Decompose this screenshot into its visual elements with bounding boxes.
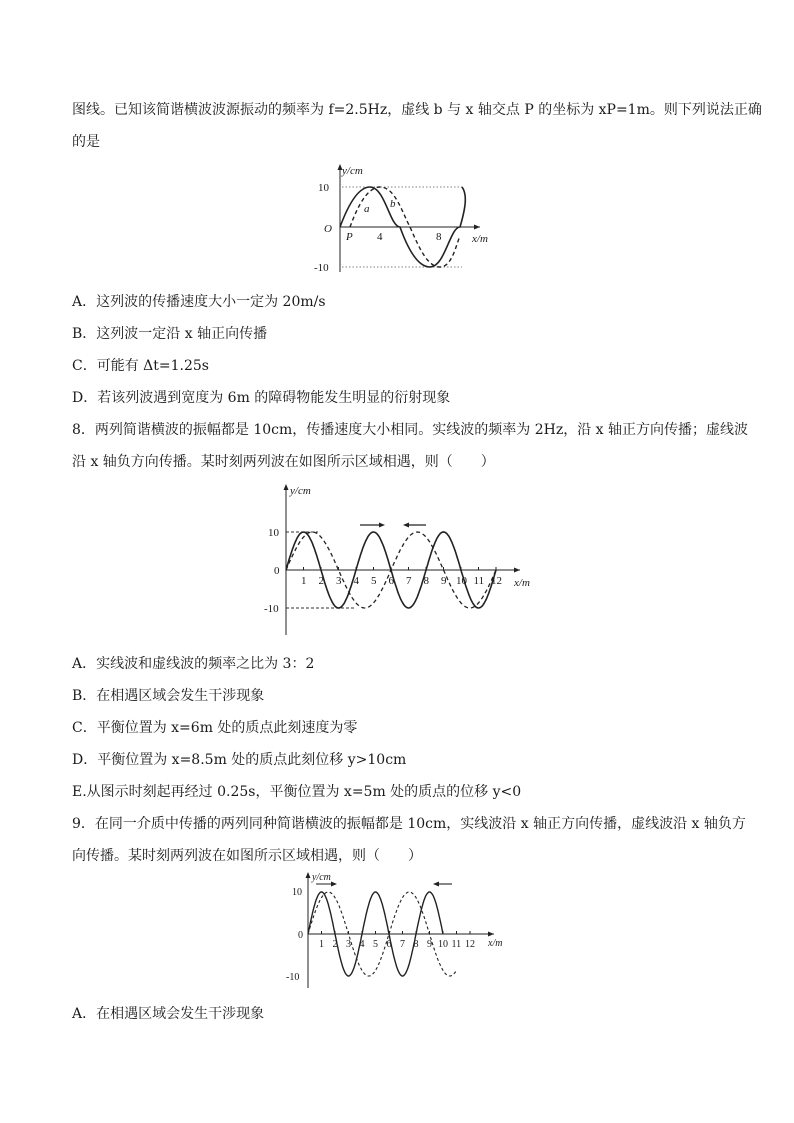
q7-option-c: C．可能有 Δt=1.25s xyxy=(72,358,209,374)
x-tick-label: 11 xyxy=(473,575,485,587)
x-tick-label: 11 xyxy=(451,939,462,950)
q7-point-p-label: P xyxy=(346,231,353,243)
q7-option-b: B．这列波一定沿 x 轴正向传播 xyxy=(72,326,268,342)
q9-wave-figure xyxy=(282,870,512,992)
x-tick-label: 4 xyxy=(359,939,365,950)
q7-y-tick-bottom: -10 xyxy=(314,262,329,274)
q9-stem-line2: 向传播。某时刻两列波在如图所示区域相遇，则（ ） xyxy=(72,848,422,864)
q7-x-label: x/m xyxy=(472,233,488,245)
q7-option-a: A．这列波的传播速度大小一定为 20m/s xyxy=(72,294,326,310)
q9-origin-label: 0 xyxy=(298,930,303,941)
x-tick-label: 9 xyxy=(441,575,447,587)
x-tick-label: 7 xyxy=(406,575,412,587)
q7-stem-line2: 的是 xyxy=(72,134,100,150)
q9-y-label: y/cm xyxy=(312,872,331,883)
x-tick-label: 12 xyxy=(491,575,502,587)
q7-origin-label: O xyxy=(324,223,332,235)
x-tick-label: 6 xyxy=(388,575,394,587)
x-tick-label: 4 xyxy=(353,575,359,587)
x-tick-label: 5 xyxy=(371,575,377,587)
q9-y-tick-top: 10 xyxy=(292,887,302,898)
q7-x-tick-4: 4 xyxy=(377,231,383,243)
x-tick-label: 10 xyxy=(456,575,467,587)
q8-option-c: C．平衡位置为 x=6m 处的质点此刻速度为零 xyxy=(72,720,358,736)
q8-option-b: B．在相遇区域会发生干涉现象 xyxy=(72,688,265,704)
q8-y-tick-bottom: -10 xyxy=(264,603,279,615)
x-tick-label: 2 xyxy=(332,939,338,950)
q9-x-label: x/m xyxy=(488,938,503,949)
x-tick-label: 1 xyxy=(319,939,324,950)
q9-option-a: A．在相遇区域会发生干涉现象 xyxy=(72,1006,265,1022)
x-tick-label: 9 xyxy=(427,939,432,950)
q7-option-d: D．若该列波遇到宽度为 6m 的障碍物能发生明显的衍射现象 xyxy=(72,390,451,406)
x-tick-label: 12 xyxy=(465,939,475,950)
q7-x-tick-8: 8 xyxy=(436,231,442,243)
q9-stem-line1: 9．在同一介质中传播的两列同种简谐横波的振幅都是 10cm，实线波沿 x 轴正方向传播，虚线波沿 x 轴负方 xyxy=(72,816,746,832)
q8-origin-label: 0 xyxy=(274,565,280,577)
q8-x-label: x/m xyxy=(514,577,530,589)
x-tick-label: 8 xyxy=(413,939,419,950)
q8-y-label: y/cm xyxy=(290,485,311,497)
q8-option-d: D．平衡位置为 x=8.5m 处的质点此刻位移 y>10cm xyxy=(72,752,407,768)
x-tick-label: 6 xyxy=(386,939,392,950)
q8-stem-line1: 8．两列简谐横波的振幅都是 10cm，传播速度大小相同。实线波的频率为 2Hz，沿 x 轴正方向传播；虚线波 xyxy=(72,422,749,438)
q7-y-tick-top: 10 xyxy=(318,182,329,194)
x-tick-label: 2 xyxy=(318,575,324,587)
q8-wave-figure xyxy=(258,480,538,642)
q8-option-e: E.从图示时刻起再经过 0.25s，平衡位置为 x=5m 处的质点的位移 y<0 xyxy=(72,784,522,800)
x-tick-label: 3 xyxy=(336,575,342,587)
q7-curve-a-label: a xyxy=(364,203,370,215)
q8-stem-line2: 沿 x 轴负方向传播。某时刻两列波在如图所示区域相遇，则（ ） xyxy=(72,454,495,470)
q7-stem-line1: 图线。已知该简谐横波波源振动的频率为 f=2.5Hz，虚线 b 与 x 轴交点 P 的坐标为 xP=1m。则下列说法正确 xyxy=(72,102,762,118)
q9-y-tick-bottom: -10 xyxy=(286,972,300,983)
x-tick-label: 3 xyxy=(346,939,351,950)
q7-wave-figure xyxy=(310,160,500,280)
q8-y-tick-top: 10 xyxy=(268,527,279,539)
x-tick-label: 7 xyxy=(400,939,405,950)
x-tick-label: 10 xyxy=(438,939,448,950)
x-tick-label: 5 xyxy=(373,939,378,950)
q8-option-a: A．实线波和虚线波的频率之比为 3：2 xyxy=(72,656,315,672)
x-tick-label: 8 xyxy=(423,575,429,587)
q7-y-label: y/cm xyxy=(342,165,363,177)
x-tick-label: 1 xyxy=(301,575,307,587)
q7-curve-b-label: b xyxy=(390,198,396,210)
